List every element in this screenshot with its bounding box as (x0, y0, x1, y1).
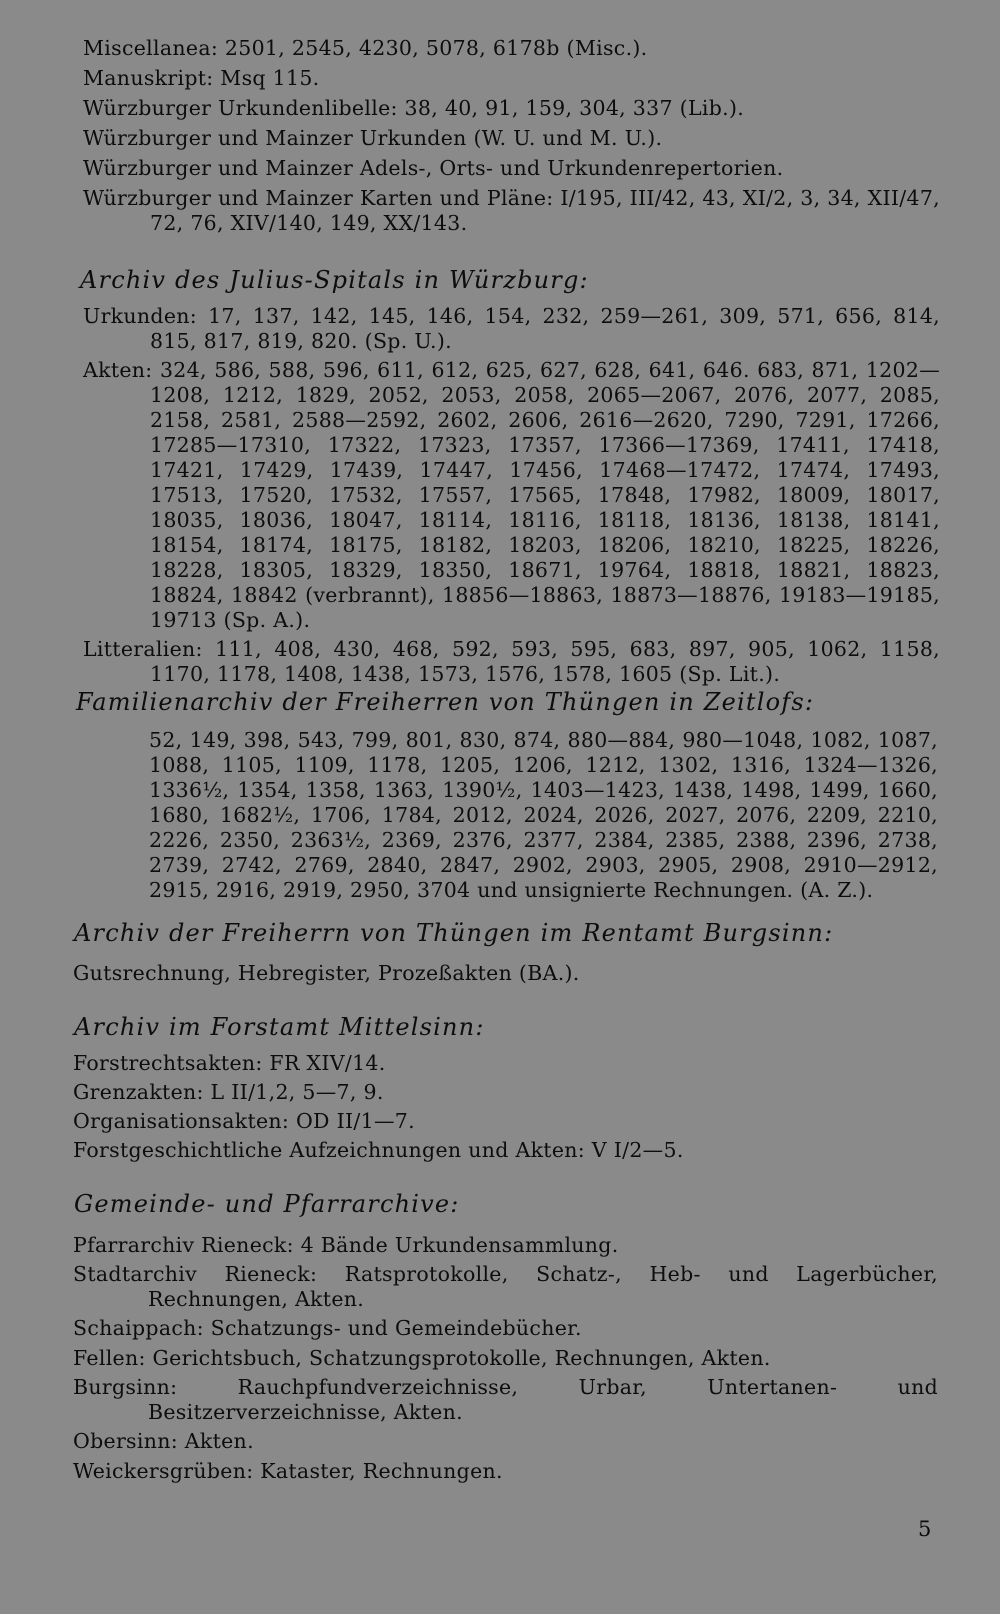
entry-urkunden-wu-mu: Würzburger und Mainzer Urkunden (W. U. und M. U.). (83, 126, 663, 150)
forstamt-line-forstrecht: Forstrechtsakten: FR XIV/14. (73, 1051, 386, 1075)
entry-akten: Akten: 324, 586, 588, 596, 611, 612, 625, 627, 628, 641, 646. 683, 871, 1202—1208, 1212, 1829, 2052, 2053, 2058, 2065—2067, 2076, 2077, 2085, 2158, 2581, 2588—2592, 2602, 2606, 2616—2620, 7290, 7291, 17266, 17285—17310, 17322, 17323, 17357, 17366—17369, 17411, 17418, 17421, 17429, 17439, 17447, 17456, 17468—17472, 17474, 17493, 17513, 17520, 17532, 17557, 17565, 17848, 17982, 18009, 18017, 18035, 18036, 18047, 18114, 18116, 18118, 18136, 18138, 18141, 18154, 18174, 18175, 18182, 18203, 18206, 18210, 18225, 18226, 18228, 18305, 18329, 18350, 18671, 19764, 18818, 18821, 18823, 18824, 18842 (verbrannt), 18856—18863, 18873—18876, 19183—19185, 19713 (Sp. A.). (83, 358, 940, 632)
gemeinde-weickersgrueben: Weickersgrüben: Kataster, Rechnungen. (73, 1459, 503, 1483)
section-heading-julius-spital: Archiv des Julius-Spitals in Würzburg: (80, 266, 589, 294)
gemeinde-burgsinn: Burgsinn: Rauchpfundverzeichnisse, Urbar, Untertanen- und Besitzerverzeichnisse, Akten. (73, 1375, 938, 1424)
section-heading-familienarchiv: Familienarchiv der Freiherren von Thüngen in Zeitlofs: (76, 688, 815, 716)
entry-urkunden: Urkunden: 17, 137, 142, 145, 146, 154, 232, 259—261, 309, 571, 656, 814, 815, 817, 819, 820. (Sp. U.). (83, 304, 940, 353)
forstamt-line-forstgeschichte: Forstgeschichtliche Aufzeichnungen und Akten: V I/2—5. (73, 1138, 684, 1162)
entry-manuskript: Manuskript: Msq 115. (83, 66, 320, 90)
familienarchiv-block (0, 728, 1000, 903)
entry-urkundenlibelle: Würzburger Urkundenlibelle: 38, 40, 91, 159, 304, 337 (Lib.). (83, 96, 745, 120)
section-heading-burgsinn: Archiv der Freiherrn von Thüngen im Rentamt Burgsinn: (74, 919, 834, 947)
gemeinde-fellen: Fellen: Gerichtsbuch, Schatzungsprotokolle, Rechnungen, Akten. (73, 1346, 771, 1370)
gemeinde-stadtarchiv-rieneck: Stadtarchiv Rieneck: Ratsprotokolle, Schatz-, Heb- und Lagerbücher, Rechnungen, Akten. (73, 1262, 938, 1311)
section-heading-forstamt: Archiv im Forstamt Mittelsinn: (74, 1013, 485, 1041)
forstamt-line-grenzakten: Grenzakten: L II/1,2, 5—7, 9. (73, 1080, 384, 1104)
gemeinde-schaippach: Schaippach: Schatzungs- und Gemeindebücher. (73, 1316, 582, 1340)
forstamt-line-organisation: Organisationsakten: OD II/1—7. (73, 1109, 415, 1133)
julius-spital-entries (0, 304, 1000, 687)
top-entry-list (0, 36, 1000, 236)
page-number: 5 (918, 1517, 932, 1541)
entry-repertorien: Würzburger und Mainzer Adels-, Orts- und Urkundenrepertorien. (83, 156, 784, 180)
gemeinde-pfarrarchiv-rieneck: Pfarrarchiv Rieneck: 4 Bände Urkundensammlung. (73, 1233, 619, 1257)
familienarchiv-list: 52, 149, 398, 543, 799, 801, 830, 874, 880—884, 980—1048, 1082, 1087, 1088, 1105, 1109, 1178, 1205, 1206, 1212, 1302, 1316, 1324—1326, 1336½, 1354, 1358, 1363, 1390½, 1403—1423, 1438, 1498, 1499, 1660, 1680, 1682½, 1706, 1784, 2012, 2024, 2026, 2027, 2076, 2209, 2210, 2226, 2350, 2363½, 2369, 2376, 2377, 2384, 2385, 2388, 2396, 2738, 2739, 2742, 2769, 2840, 2847, 2902, 2903, 2905, 2908, 2910—2912, 2915, 2916, 2919, 2950, 3704 und unsignierte Rechnungen. (A. Z.). (149, 728, 938, 902)
entry-litteralien: Litteralien: 111, 408, 430, 468, 592, 593, 595, 683, 897, 905, 1062, 1158, 1170, 1178, 1408, 1438, 1573, 1576, 1578, 1605 (Sp. Lit.). (83, 637, 940, 686)
entry-karten-plaene: Würzburger und Mainzer Karten und Pläne: I/195, III/42, 43, XI/2, 3, 34, XII/47, 72, 76, XIV/140, 149, XX/143. (83, 186, 940, 235)
gemeinde-obersinn: Obersinn: Akten. (73, 1429, 254, 1453)
section-heading-gemeinde: Gemeinde- und Pfarrarchive: (74, 1190, 460, 1218)
entry-miscellanea: Miscellanea: 2501, 2545, 4230, 5078, 6178b (Misc.). (83, 36, 648, 60)
burgsinn-text: Gutsrechnung, Hebregister, Prozeßakten (BA.). (73, 961, 580, 985)
